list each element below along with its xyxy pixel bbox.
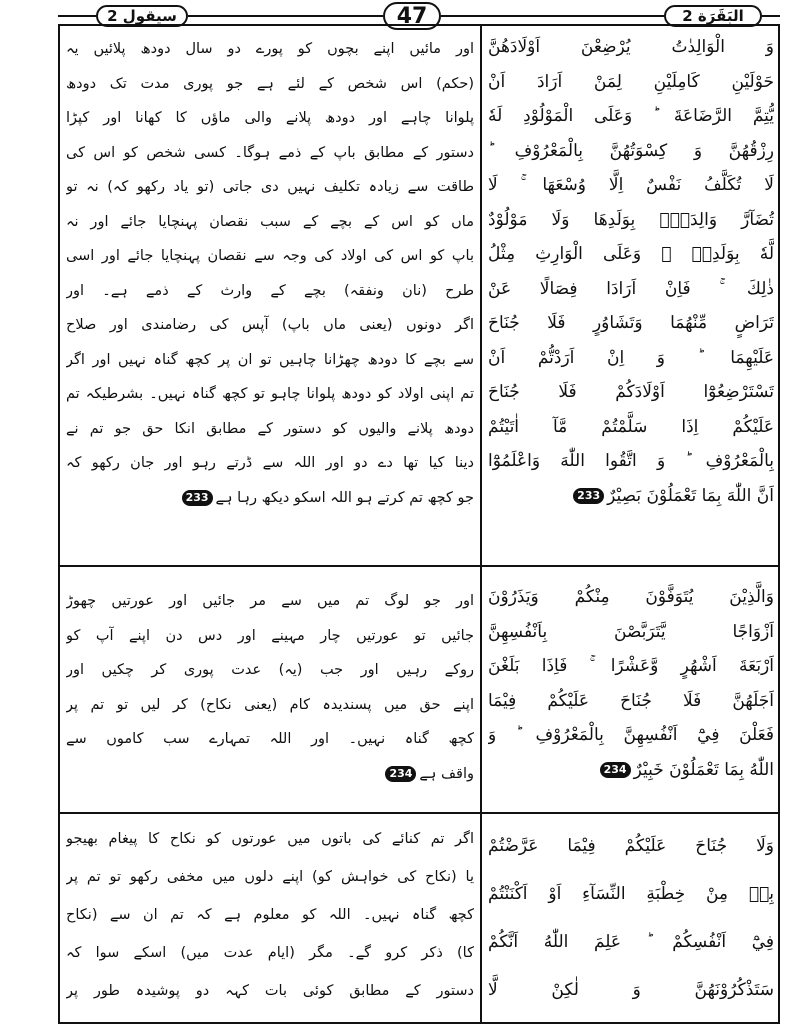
urdu-line: پلوانا چاہے اور دودھ پلانے والی ماؤں کا کھانا اور کپڑا	[66, 110, 474, 126]
arabic-line: تَسْتَرْضِعُوْٓا اَوْلَادَكُمْ فَلَا جُنَاحَ	[488, 382, 774, 402]
urdu-line: دستور کے مطابق کوئی بات کہہ دو پوشیدہ طور پر	[66, 983, 474, 999]
urdu-line: باپ کو اس کی اولاد کی وجہ سے نقصان پہنچایا جائے اور اسی	[66, 248, 474, 264]
header-surah-title: البَقَرَة 2	[664, 5, 762, 27]
arabic-line: وَ الْوَالِدٰتُ يُرْضِعْنَ اَوْلَادَهُنَّ	[488, 37, 774, 57]
urdu-block-3	[66, 820, 474, 1010]
urdu-line: دینا کیا تھا دے دو اور اللہ سے ڈرتے رہو اور جان رکھو کہ	[66, 455, 474, 471]
arabic-block-1	[488, 30, 774, 513]
arabic-block-3	[488, 822, 774, 1014]
urdu-line: سے بچے کا دودھ چھڑانا چاہیں تو ان پر کچھ گناہ نہیں اور اگر	[66, 351, 474, 368]
arabic-line	[488, 479, 774, 514]
arabic-block-2	[488, 580, 774, 787]
arabic-line: ذٰلِكَ ۚ فَاِنْ اَرَادَا فِصَالًا عَنْ	[488, 278, 774, 299]
header-para-title: سیقول 2	[96, 5, 188, 27]
arabic-line: اَرْبَعَةَ اَشْهُرٍ وَّعَشْرًا ۚ فَاِذَا بَلَغْنَ	[488, 656, 774, 676]
urdu-line: کا) ذکر کرو گے۔ مگر (ایام عدت میں) اسکے سوا کہ	[66, 945, 474, 961]
urdu-line: تم اپنی اولاد کو دودھ پلوانا چاہو تو کچھ گناہ نہیں۔ بشرطیکہ تم	[66, 386, 474, 402]
urdu-line: روکے رہیں اور جب (یہ) عدت پوری کر چکیں اور	[66, 662, 474, 678]
urdu-line: کچھ گناہ نہیں۔ اور اللہ تمہارے سب کاموں سے	[66, 731, 474, 747]
urdu-line: اگر دونوں (یعنی ماں باپ) آپس کی رضامندی اور صلاح	[66, 317, 474, 333]
verse-number-badge: 234	[385, 766, 416, 782]
urdu-line: طاقت سے زیادہ تکلیف نہیں دی جاتی (تو یاد رکھو کہ) نہ تو	[66, 179, 474, 195]
arabic-line: يُّتِمَّ الرَّضَاعَةَ ؕ وَعَلَى الْمَوْلُوْدِ لَهٗ	[488, 106, 774, 126]
header-rule-left	[58, 15, 96, 17]
arabic-line: لَا تُكَلَّفُ نَفْسٌ اِلَّا وُسْعَهَا ۚ لَا	[488, 175, 774, 195]
urdu-line: اپنے حق میں پسندیدہ کام (یعنی نکاح) کر لیں تو تم پر	[66, 696, 474, 713]
urdu-line: اگر تم کنائے کی باتوں میں عورتوں کو نکاح کا پیغام بھیجو	[66, 831, 474, 847]
header-rule-mid-left	[188, 15, 383, 17]
arabic-line: عَلَيْهِمَا ؕ وَ اِنْ اَرَدْتُّمْ اَنْ	[488, 347, 774, 368]
urdu-line: جائیں تو عورتیں چار مہینے اور دس دن اپنے آپ کو	[66, 627, 474, 644]
urdu-line: دودھ پلانے والیوں کو دستور کے مطابق انکا حق جو تم نے	[66, 420, 474, 437]
arabic-line: حَوْلَيْنِ كَامِلَيْنِ لِمَنْ اَرَادَ اَنْ	[488, 71, 774, 92]
arabic-line: وَلَا جُنَاحَ عَلَيْكُمْ فِيْمَا عَرَّضْتُمْ	[488, 836, 774, 856]
verse-number-badge: 234	[600, 762, 631, 778]
urdu-line: ماں کو اس کے بچے کے سبب نقصان پہنچایا جائے اور نہ	[66, 213, 474, 230]
urdu-line	[66, 757, 474, 792]
urdu-line: (حکم) اس شخص کے لئے ہے جو پوری مدت تک دودھ	[66, 75, 474, 92]
arabic-line: وَالَّذِيْنَ يُتَوَفَّوْنَ مِنْكُمْ وَيَذَرُوْنَ	[488, 587, 774, 607]
arabic-line: بِهٖ مِنْ خِطْبَةِ النِّسَآءِ اَوْ اَكْنَنْتُمْ	[488, 884, 774, 904]
arabic-line	[488, 753, 774, 788]
arabic-line: فَعَلْنَ فِيْٓ اَنْفُسِهِنَّ بِالْمَعْرُوْفِ ؕ وَ	[488, 725, 774, 745]
header-rule-right	[762, 15, 780, 17]
urdu-block-2	[66, 584, 474, 791]
section-divider-1	[60, 565, 778, 567]
verse-number-badge: 233	[182, 490, 213, 506]
arabic-line: سَتَذْكُرُوْنَهُنَّ وَ لٰكِنْ لَّا	[488, 980, 774, 1000]
urdu-line-text: واقف ہے	[419, 765, 474, 782]
arabic-line: تَرَاضٍ مِّنْهُمَا وَتَشَاوُرٍ فَلَا جُنَاحَ	[488, 313, 774, 333]
arabic-line-text: اللّٰهُ بِمَا تَعْمَلُوْنَ خَبِيْرٌ	[633, 759, 774, 780]
urdu-block-1	[66, 32, 474, 515]
urdu-line: طرح (نان ونفقہ) بچے کے وارث کے ذمے ہے۔ اور	[66, 282, 474, 299]
urdu-line: کچھ گناہ نہیں۔ اللہ کو معلوم ہے کہ تم ان سے (نکاح	[66, 907, 474, 923]
verse-number-badge: 233	[573, 488, 604, 504]
arabic-line: فِيْٓ اَنْفُسِكُمْ ؕ عَلِمَ اللّٰهُ اَنَّكُمْ	[488, 932, 774, 952]
header-rule-mid-right	[441, 15, 664, 17]
arabic-line: بِالْمَعْرُوْفِ ؕ وَ اتَّقُوا اللّٰهَ وَاعْلَمُوْٓا	[488, 451, 774, 471]
urdu-line: یا (نکاح کی خواہش کو) اپنے دلوں میں مخفی رکھو تو تم پر	[66, 869, 474, 885]
urdu-line: اور جو لوگ تم میں سے مر جائیں اور عورتیں چھوڑ	[66, 593, 474, 609]
page-number: 47	[383, 2, 441, 30]
arabic-line: لَّهٗ بِوَلَدِهٖ ۚ وَعَلَى الْوَارِثِ مِثْلُ	[488, 244, 774, 264]
urdu-line-text: جو کچھ تم کرتے ہو اللہ اسکو دیکھ رہا ہے	[215, 489, 474, 506]
arabic-line: تُضَآرَّ وَالِدَةٌۢ بِوَلَدِهَا وَلَا مَوْلُوْدٌ	[488, 209, 774, 230]
urdu-line	[66, 481, 474, 516]
arabic-line: عَلَيْكُمْ اِذَا سَلَّمْتُمْ مَّآ اٰتَيْتُمْ	[488, 416, 774, 437]
urdu-line: دستور کے مطابق باپ کے ذمے ہوگا۔ کسی شخص کو اس کی	[66, 144, 474, 161]
arabic-line: اَجَلَهُنَّ فَلَا جُنَاحَ عَلَيْكُمْ فِيْمَا	[488, 690, 774, 711]
arabic-line-text: اَنَّ اللّٰهَ بِمَا تَعْمَلُوْنَ بَصِيْرٌ	[607, 485, 774, 506]
arabic-line: اَزْوَاجًا يَّتَرَبَّصْنَ بِاَنْفُسِهِنَّ	[488, 621, 774, 642]
section-divider-2	[60, 812, 778, 814]
arabic-line: رِزْقُهُنَّ وَ كِسْوَتُهُنَّ بِالْمَعْرُوْفِ ؕ	[488, 140, 774, 161]
column-divider	[480, 24, 482, 1024]
urdu-line: اور مائیں اپنے بچوں کو پورے دو سال دودھ پلائیں یہ	[66, 41, 474, 57]
